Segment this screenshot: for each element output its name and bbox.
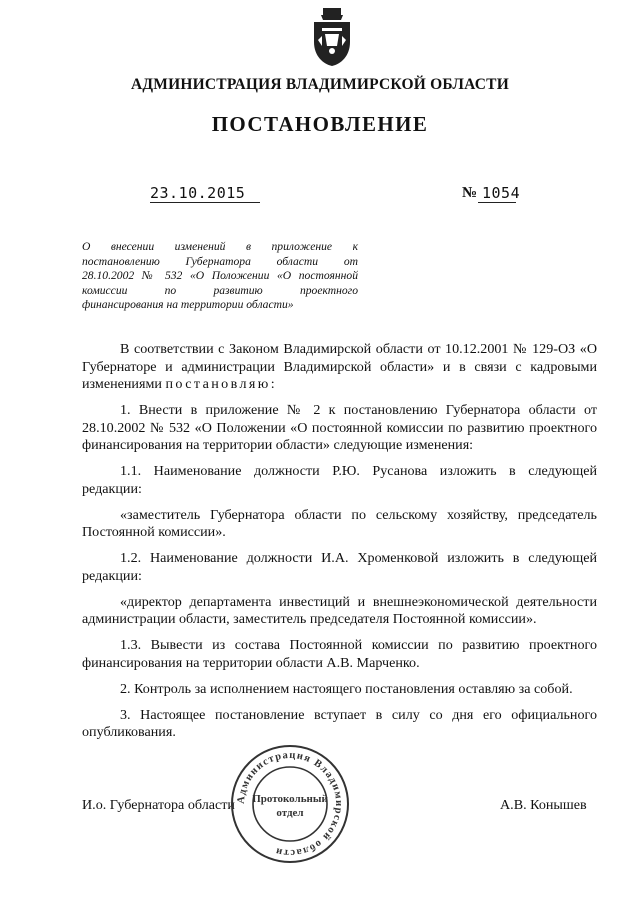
paragraph-1-1-quote: «заместитель Губернатора области по сельскому хозяйству, председатель Постоянной комиссии». <box>82 506 597 540</box>
paragraph-2: 2. Контроль за исполнением настоящего постановления оставляю за собой. <box>120 680 573 697</box>
paragraph-1: 1. Внести в приложение № 2 к постановлению Губернатора области от 28.10.2002 № 532 «О Положении «О постоянной комиссии по развитию проектного финансирования на территории области» следующие изменения: <box>82 402 597 453</box>
document-type: ПОСТАНОВЛЕНИЕ <box>211 112 429 136</box>
subject-line: 28.10.2002 № 532 «О Положении «О постоянной <box>82 269 358 283</box>
subject-line: финансирования на территории области» <box>82 298 294 312</box>
signatory-title: И.о. Губернатора области <box>82 797 235 813</box>
subject-line: постановлению Губернатора области от <box>82 254 358 268</box>
stamp-seal <box>228 742 352 866</box>
paragraph-3: 3. Настоящее постановление вступает в силу со дня его официального опубликования. <box>82 706 597 740</box>
coat-of-arms-icon <box>308 6 356 68</box>
decree-word: постановляю <box>165 376 271 392</box>
paragraph-1-2: 1.2. Наименование должности И.А. Хроменковой изложить в следующей редакции: <box>82 550 597 584</box>
paragraph-1-1: 1.1. Наименование должности Р.Ю. Русанова изложить в следующей редакции: <box>82 463 597 497</box>
date-underline <box>150 202 260 203</box>
stamp-center-line2: отдел <box>276 807 304 819</box>
paragraph-1-3: 1.3. Вывести из состава Постоянной комиссии по развитию проектного финансирования на территории области А.В. Марченко. <box>82 637 597 671</box>
paragraph-1-2-quote: «директор департамента инвестиций и внешнеэкономической деятельности администрации области, заместитель председателя Постоянной комиссии». <box>82 593 597 627</box>
number-underline <box>478 202 516 203</box>
document-subject <box>82 240 358 313</box>
preamble-text: В соответствии с Законом Владимирской области от 10.12.2001 № 129-ОЗ «О Губернаторе и администрации Владимирской области» и в связи с кадровыми изменениями <box>82 341 597 392</box>
document-date: 23.10.2015 <box>150 184 246 202</box>
number-label: № <box>462 185 478 201</box>
organization-title: АДМИНИСТРАЦИЯ ВЛАДИМИРСКОЙ ОБЛАСТИ <box>131 76 509 93</box>
subject-line: комиссии по развитию проектного <box>82 283 358 297</box>
subject-line: О внесении изменений в приложение к <box>82 240 358 253</box>
stamp-center-line1: Протокольный <box>252 793 328 805</box>
signatory-name: А.В. Конышев <box>500 797 587 813</box>
stamp-ring-text: Администрация Владимирской области <box>235 749 345 859</box>
preamble-paragraph <box>82 341 597 394</box>
document-body <box>82 341 597 750</box>
document-number: 1054 <box>482 184 521 202</box>
preamble-end: : <box>270 376 275 392</box>
